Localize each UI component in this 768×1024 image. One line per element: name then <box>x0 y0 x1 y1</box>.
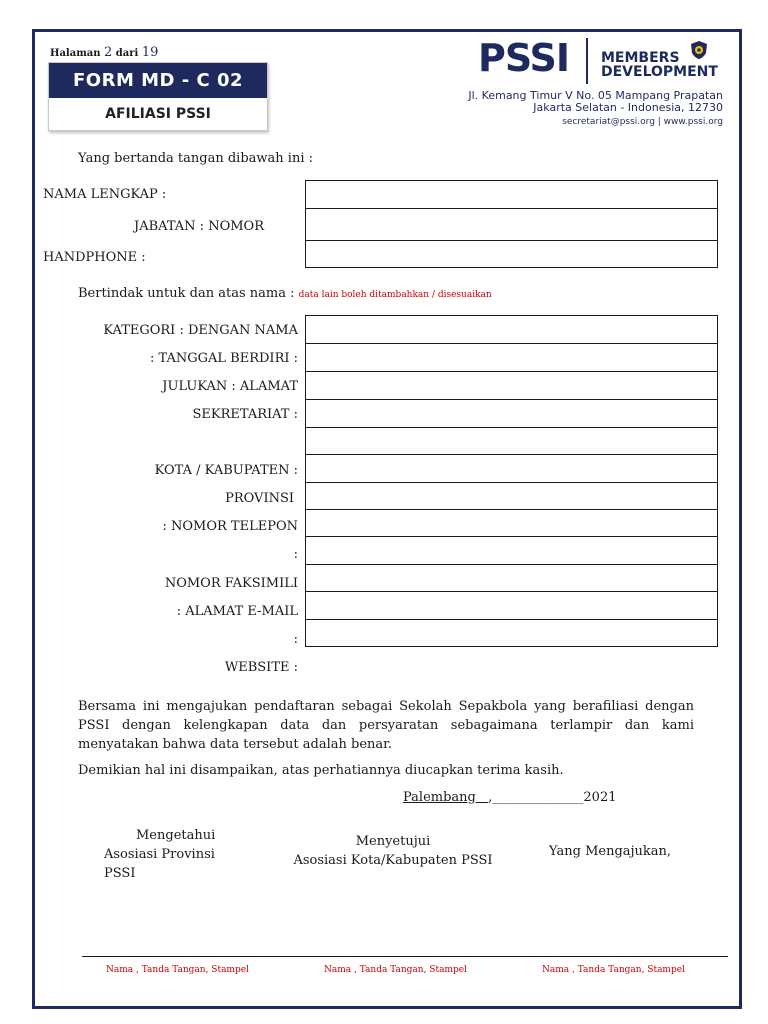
field-alamat-1[interactable] <box>305 399 718 428</box>
date-separator: , <box>488 790 493 805</box>
field-email[interactable] <box>305 564 718 592</box>
field-julukan[interactable] <box>305 371 718 400</box>
field-kategori[interactable] <box>305 315 718 344</box>
form-code: FORM MD - C 02 <box>49 63 267 98</box>
address-line-2: Jakarta Selatan - Indonesia, 12730 <box>533 101 723 114</box>
field-tanggal-berdiri[interactable] <box>305 343 718 372</box>
pssi-emblem-icon <box>690 40 708 60</box>
represent-text <box>78 286 492 301</box>
signature-rule <box>82 956 728 957</box>
field-website[interactable] <box>305 591 718 620</box>
label-email: : ALAMAT E-MAIL <box>176 604 298 619</box>
date-city: Palembang <box>403 790 476 805</box>
sig-mid-line-1: Menyetujui <box>355 834 431 849</box>
address-line-1: Jl. Kemang Timur V No. 05 Mampang Prapatan <box>468 89 723 102</box>
field-provinsi[interactable] <box>305 482 718 510</box>
signature-middle <box>288 832 498 870</box>
members-line: MEMBERS <box>601 50 680 66</box>
development-line: DEVELOPMENT <box>601 64 718 80</box>
label-handphone: HANDPHONE : <box>43 250 146 265</box>
logo-divider <box>586 38 588 84</box>
sig-left-line-3: PSSI <box>104 866 136 881</box>
pssi-logo: PSSI <box>478 36 570 80</box>
stamp-caption-right: Nama , Tanda Tangan, Stampel <box>542 965 685 975</box>
label-telepon: : NOMOR TELEPON <box>162 519 298 534</box>
field-extra[interactable] <box>305 619 718 647</box>
signature-left <box>104 826 244 883</box>
form-subtitle: AFILIASI PSSI <box>105 106 211 122</box>
page-total: 19 <box>141 45 159 60</box>
sig-left-line-1: Mengetahui <box>136 828 216 843</box>
field-handphone[interactable] <box>305 240 718 268</box>
office-address <box>468 90 723 130</box>
sig-left-line-2: Asosiasi Provinsi <box>104 847 215 862</box>
sig-right-line-1: Yang Mengajukan, <box>548 844 672 859</box>
represent-intro: Bertindak untuk dan atas nama : <box>78 286 295 301</box>
intro-text: Yang bertanda tangan dibawah ini : <box>78 151 313 166</box>
signature-right <box>540 842 680 861</box>
sig-mid-line-2: Asosiasi Kota/Kabupaten PSSI <box>293 853 493 868</box>
label-tanggal-berdiri: : TANGGAL BERDIRI : <box>150 351 298 366</box>
field-faksimili[interactable] <box>305 536 718 565</box>
field-jabatan[interactable] <box>305 208 718 241</box>
date-year: 2021 <box>583 790 617 805</box>
page-of: dari <box>115 48 139 59</box>
date-line <box>403 790 617 805</box>
label-sekretariat: SEKRETARIAT : <box>192 407 298 422</box>
stamp-caption-left: Nama , Tanda Tangan, Stampel <box>106 965 249 975</box>
label-email-colon: : <box>293 632 298 647</box>
label-nama-lengkap: NAMA LENGKAP : <box>43 187 167 202</box>
label-jabatan-nomor: JABATAN : NOMOR <box>134 219 264 234</box>
page-indicator <box>50 45 158 60</box>
form-code-box <box>48 62 268 131</box>
label-telepon-colon: : <box>293 547 298 562</box>
field-telepon[interactable] <box>305 509 718 537</box>
page-prefix: Halaman <box>50 48 101 59</box>
contact-line: secretariat@pssi.org | www.pssi.org <box>562 117 723 127</box>
label-website: WEBSITE : <box>224 660 298 675</box>
statement-paragraph: Bersama ini mengajukan pendaftaran sebagai Sekolah Sepakbola yang berafiliasi dengan PSSI dengan kelengkapan data dan persyaratan sebagaimana terlampir dan kami menyatakan bahwa data tersebut adalah benar. <box>78 699 694 752</box>
label-provinsi: PROVINSI <box>225 491 294 506</box>
date-blank: ______________ <box>492 790 584 805</box>
label-julukan: JULUKAN : ALAMAT <box>162 379 298 394</box>
label-kota: KOTA / KABUPATEN : <box>154 463 298 478</box>
closing-text: Demikian hal ini disampaikan, atas perhatiannya diucapkan terima kasih. <box>78 763 564 778</box>
page-current: 2 <box>104 45 113 60</box>
field-kota[interactable] <box>305 454 718 483</box>
field-nama-lengkap[interactable] <box>305 180 718 209</box>
stamp-caption-middle: Nama , Tanda Tangan, Stampel <box>324 965 467 975</box>
label-faksimili: NOMOR FAKSIMILI <box>164 576 298 591</box>
represent-note: data lain boleh ditambahkan / disesuaikan <box>298 290 492 300</box>
field-alamat-2[interactable] <box>305 427 718 455</box>
label-kategori: KATEGORI : DENGAN NAMA <box>103 323 298 338</box>
